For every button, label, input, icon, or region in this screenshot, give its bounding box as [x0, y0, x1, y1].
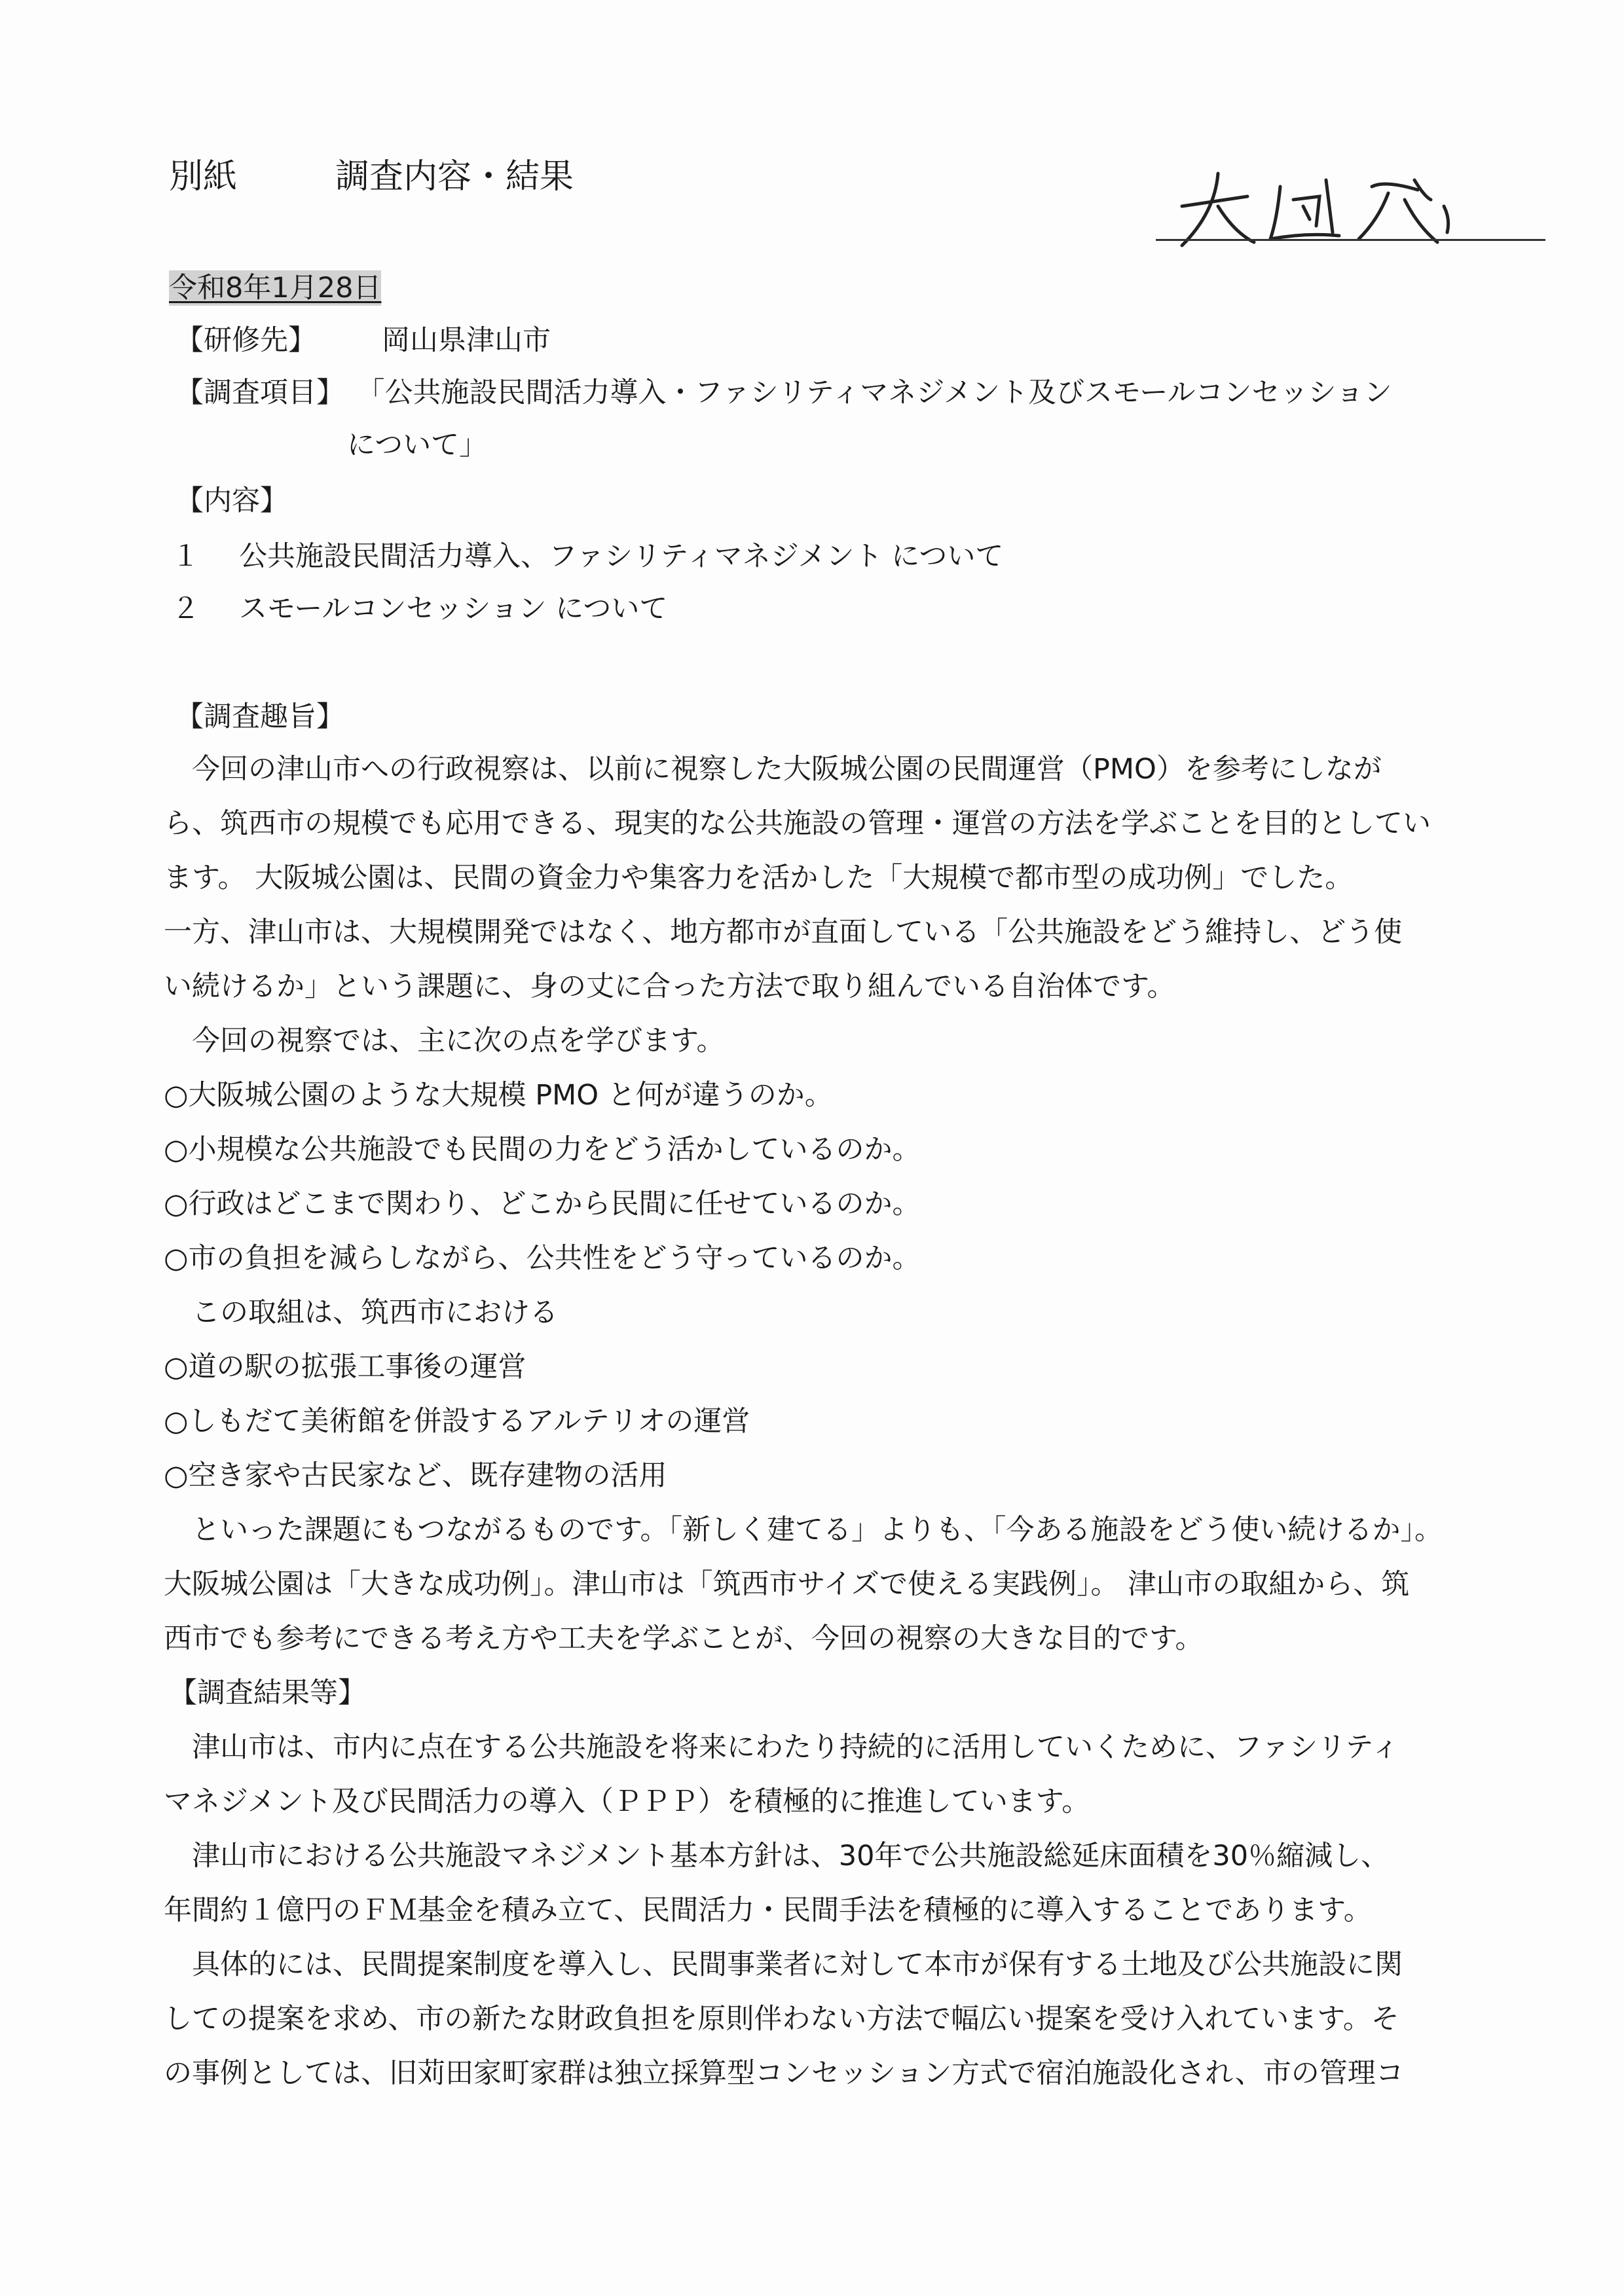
purpose-line: といった課題にもつながるものです。「新しく建てる」よりも、「今ある施設をどう使い続けるか」。: [164, 1514, 1443, 1546]
content-item-text: 公共施設民間活力導入、ファシリティマネジメント について: [239, 540, 1004, 573]
purpose-line: ○大阪城公園のような大規模 PMO と何が違うのか。: [164, 1079, 833, 1112]
purpose-label: 【調査趣旨】: [175, 701, 344, 733]
purpose-line: ○市の負担を減らしながら、公共性をどう守っているのか。: [164, 1242, 921, 1275]
purpose-line: 大阪城公園は「大きな成功例」。津山市は「筑西市サイズで使える実践例」。 津山市の取組から、筑: [164, 1568, 1410, 1601]
content-item: [172, 537, 1003, 576]
purpose-line: ら、筑西市の規模でも応用できる、現実的な公共施設の管理・運営の方法を学ぶことを目的としてい: [164, 807, 1431, 840]
content-item: [172, 589, 667, 629]
results-line: 年間約１億円のＦＭ基金を積み立て、民間活力・民間手法を積極的に導入することであります。: [164, 1894, 1372, 1927]
results-line: 津山市は、市内に点在する公共施設を将来にわたり持続的に活用していくために、ファシリティ: [164, 1731, 1399, 1764]
purpose-line: ○しもだて美術館を併設するアルテリオの運営: [164, 1405, 750, 1438]
signature-line: [1156, 239, 1545, 241]
purpose-line: 西市でも参考にできる考え方や工夫を学ぶことが、今回の視察の大きな目的です。: [164, 1622, 1204, 1655]
attachment-label: 別紙: [169, 157, 238, 196]
date-line: [169, 268, 381, 308]
content-item-number: ２: [172, 592, 200, 625]
purpose-line: ○道の駅の拡張工事後の運営: [164, 1351, 526, 1383]
results-line: の事例としては、旧苅田家町家群は独立採算型コンセッション方式で宿泊施設化され、市の管理コ: [164, 2057, 1404, 2090]
signature: [1156, 160, 1549, 278]
purpose-line: 今回の津山市への行政視察は、以前に視察した大阪城公園の民間運営（PMO）を参考にしなが: [164, 753, 1382, 786]
content-item-text: スモールコンセッション について: [239, 592, 668, 625]
training-label: 【研修先】: [175, 324, 316, 357]
training-value: 岡山県津山市: [382, 324, 551, 357]
training-row: [175, 321, 551, 360]
purpose-line: この取組は、筑西市における: [164, 1296, 558, 1329]
document-header: [169, 154, 574, 200]
results-line: 津山市における公共施設マネジメント基本方針は、30年で公共施設総延床面積を30％縮減し、: [164, 1840, 1390, 1872]
content-label: 【内容】: [175, 484, 288, 517]
purpose-line: い続けるか」という課題に、身の丈に合った方法で取り組んでいる自治体です。: [164, 970, 1175, 1003]
results-line: マネジメント及び民間活力の導入（ＰＰＰ）を積極的に推進しています。: [164, 1785, 1090, 1818]
results-line: 具体的には、民間提案制度を導入し、民間事業者に対して本市が保有する土地及び公共施設に関: [164, 1948, 1403, 1981]
purpose-line: 一方、津山市は、大規模開発ではなく、地方都市が直面している「公共施設をどう維持し、どう使: [164, 916, 1403, 949]
survey-item-line-1: 「公共施設民間活力導入・ファシリティマネジメント及びスモールコンセッション: [371, 376, 1392, 409]
purpose-line: ○行政はどこまで関わり、どこから民間に任せているのか。: [164, 1188, 921, 1220]
content-item-number: １: [172, 540, 200, 573]
page-title: 調査内容・結果: [335, 157, 574, 196]
purpose-line: ○空き家や古民家など、既存建物の活用: [164, 1459, 667, 1492]
survey-date: 令和8年1月28日: [169, 272, 382, 304]
survey-item-row: [175, 373, 1392, 412]
purpose-line: ます。 大阪城公園は、民間の資金力や集客力を活かした「大規模で都市型の成功例」でした。: [164, 862, 1354, 894]
survey-item-line-2: について」: [347, 429, 488, 462]
results-label: 【調査結果等】: [169, 1677, 366, 1709]
purpose-line: 今回の視察では、主に次の点を学びます。: [164, 1025, 725, 1057]
purpose-line: ○小規模な公共施設でも民間の力をどう活かしているのか。: [164, 1133, 921, 1166]
survey-item-label: 【調査項目】: [175, 376, 344, 409]
results-line: しての提案を求め、市の新たな財政負担を原則伴わない方法で幅広い提案を受け入れています。そ: [164, 2003, 1399, 2035]
